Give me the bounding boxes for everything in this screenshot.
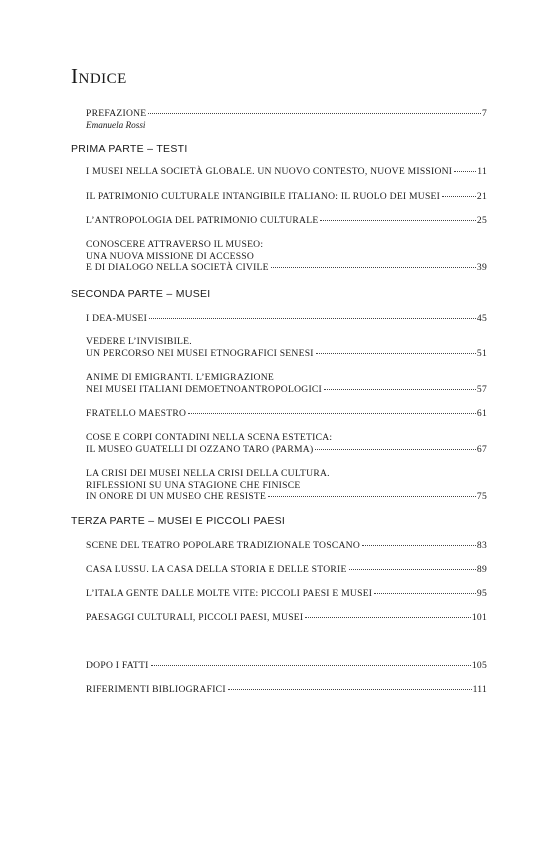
dot-leader (188, 413, 476, 414)
page-number: 57 (476, 383, 487, 395)
page-number: 51 (476, 347, 487, 359)
dot-leader (151, 665, 471, 666)
toc-entry-label: UNA NUOVA MISSIONE DI ACCESSO (86, 250, 255, 262)
dot-leader (316, 353, 476, 354)
toc-entry[interactable] (86, 166, 487, 178)
toc-entry-label: FRATELLO MAESTRO (86, 408, 187, 419)
toc-entry[interactable] (86, 336, 487, 359)
toc-entry-label: RIFLESSIONI SU UNA STAGIONE CHE FINISCE (86, 479, 301, 491)
page-number: 25 (476, 215, 487, 226)
toc-entry-label: I DEA-MUSEI (86, 313, 148, 324)
toc-entry-label: ANIME DI EMIGRANTI. L’EMIGRAZIONE (86, 372, 275, 383)
toc-entry-dopo-i-fatti[interactable] (86, 660, 487, 672)
toc-entry-label: L’ITALA GENTE DALLE MOLTE VITE: PICCOLI PAESI E MUSEI (86, 588, 373, 599)
page-number: 39 (476, 262, 487, 274)
toc-entry-label: VEDERE L’INVISIBILE. (86, 336, 192, 347)
toc-entry-label: PAESAGGI CULTURALI, PICCOLI PAESI, MUSEI (86, 612, 304, 623)
toc-entry[interactable] (86, 588, 487, 600)
toc-entry[interactable] (86, 239, 487, 274)
dot-leader (228, 689, 472, 690)
toc-entry-label: IN ONORE DI UN MUSEO CHE RESISTE (86, 491, 267, 503)
toc-entry[interactable] (86, 612, 487, 624)
toc-entry-label: DOPO I FATTI (86, 660, 149, 671)
toc-entry-label: IL PATRIMONIO CULTURALE INTANGIBILE ITALIANO: IL RUOLO DEI MUSEI (86, 191, 441, 202)
toc-entry[interactable] (86, 432, 487, 455)
page-number: 75 (476, 491, 487, 503)
dot-leader (149, 318, 476, 319)
toc-entry[interactable] (86, 313, 487, 325)
toc-entry-label: PREFAZIONE (86, 108, 147, 119)
page-number: 45 (476, 313, 487, 324)
page-number: 105 (471, 660, 487, 671)
dot-leader (324, 389, 476, 390)
page-number: 11 (477, 166, 487, 177)
page-number: 111 (472, 684, 487, 695)
dot-leader (320, 220, 475, 221)
page-number: 61 (476, 408, 487, 419)
page-number: 67 (476, 443, 487, 455)
page-title: Indice (71, 64, 127, 88)
page-number: 101 (471, 612, 487, 623)
dot-leader (305, 617, 470, 618)
toc-entry[interactable] (86, 408, 487, 420)
toc-entry[interactable] (86, 191, 487, 203)
page-number: 21 (476, 191, 487, 202)
toc-entry-label: CONOSCERE ATTRAVERSO IL MUSEO: (86, 239, 264, 250)
page-number: 89 (476, 564, 487, 575)
page-number: 7 (481, 108, 487, 119)
toc-entry[interactable] (86, 540, 487, 552)
toc-entry[interactable] (86, 564, 487, 576)
dot-leader (148, 113, 481, 114)
toc-entry[interactable] (86, 468, 487, 503)
toc-entry-label: RIFERIMENTI BIBLIOGRAFICI (86, 684, 226, 695)
toc-entry-label: NEI MUSEI ITALIANI DEMOETNOANTROPOLOGICI (86, 383, 322, 395)
toc-entry-label: I MUSEI NELLA SOCIETÀ GLOBALE. UN NUOVO CONTESTO, NUOVE MISSIONI (86, 166, 453, 177)
dot-leader (271, 267, 476, 268)
dot-leader (349, 569, 476, 570)
toc-entry-riferimenti[interactable] (86, 684, 487, 696)
toc-entry-label: L’ANTROPOLOGIA DEL PATRIMONIO CULTURALE (86, 215, 319, 226)
page-number: 95 (476, 588, 487, 599)
page-number: 83 (476, 540, 487, 551)
toc-entry-label: COSE E CORPI CONTADINI NELLA SCENA ESTETICA: (86, 432, 333, 443)
dot-leader (268, 496, 476, 497)
toc-entry-label: LA CRISI DEI MUSEI NELLA CRISI DELLA CULTURA. (86, 468, 330, 479)
toc-entry-author: Emanuela Rossi (86, 119, 146, 130)
toc-entry-prefazione[interactable] (86, 108, 487, 131)
dot-leader (362, 545, 476, 546)
dot-leader (374, 593, 476, 594)
section-heading-seconda-parte: SECONDA PARTE – MUSEI (71, 288, 211, 300)
section-heading-terza-parte: TERZA PARTE – MUSEI E PICCOLI PAESI (71, 515, 286, 527)
toc-entry-label: IL MUSEO GUATELLI DI OZZANO TARO (PARMA) (86, 443, 314, 455)
toc-entry[interactable] (86, 372, 487, 395)
dot-leader (315, 449, 476, 450)
toc-entry-label: SCENE DEL TEATRO POPOLARE TRADIZIONALE TOSCANO (86, 540, 361, 551)
toc-entry-label: UN PERCORSO NEI MUSEI ETNOGRAFICI SENESI (86, 347, 314, 359)
dot-leader (454, 171, 476, 172)
section-heading-prima-parte: PRIMA PARTE – TESTI (71, 143, 188, 155)
toc-entry-label: E DI DIALOGO NELLA SOCIETÀ CIVILE (86, 262, 269, 274)
dot-leader (442, 196, 476, 197)
toc-entry[interactable] (86, 215, 487, 227)
toc-entry-label: CASA LUSSU. LA CASA DELLA STORIA E DELLE STORIE (86, 564, 347, 575)
